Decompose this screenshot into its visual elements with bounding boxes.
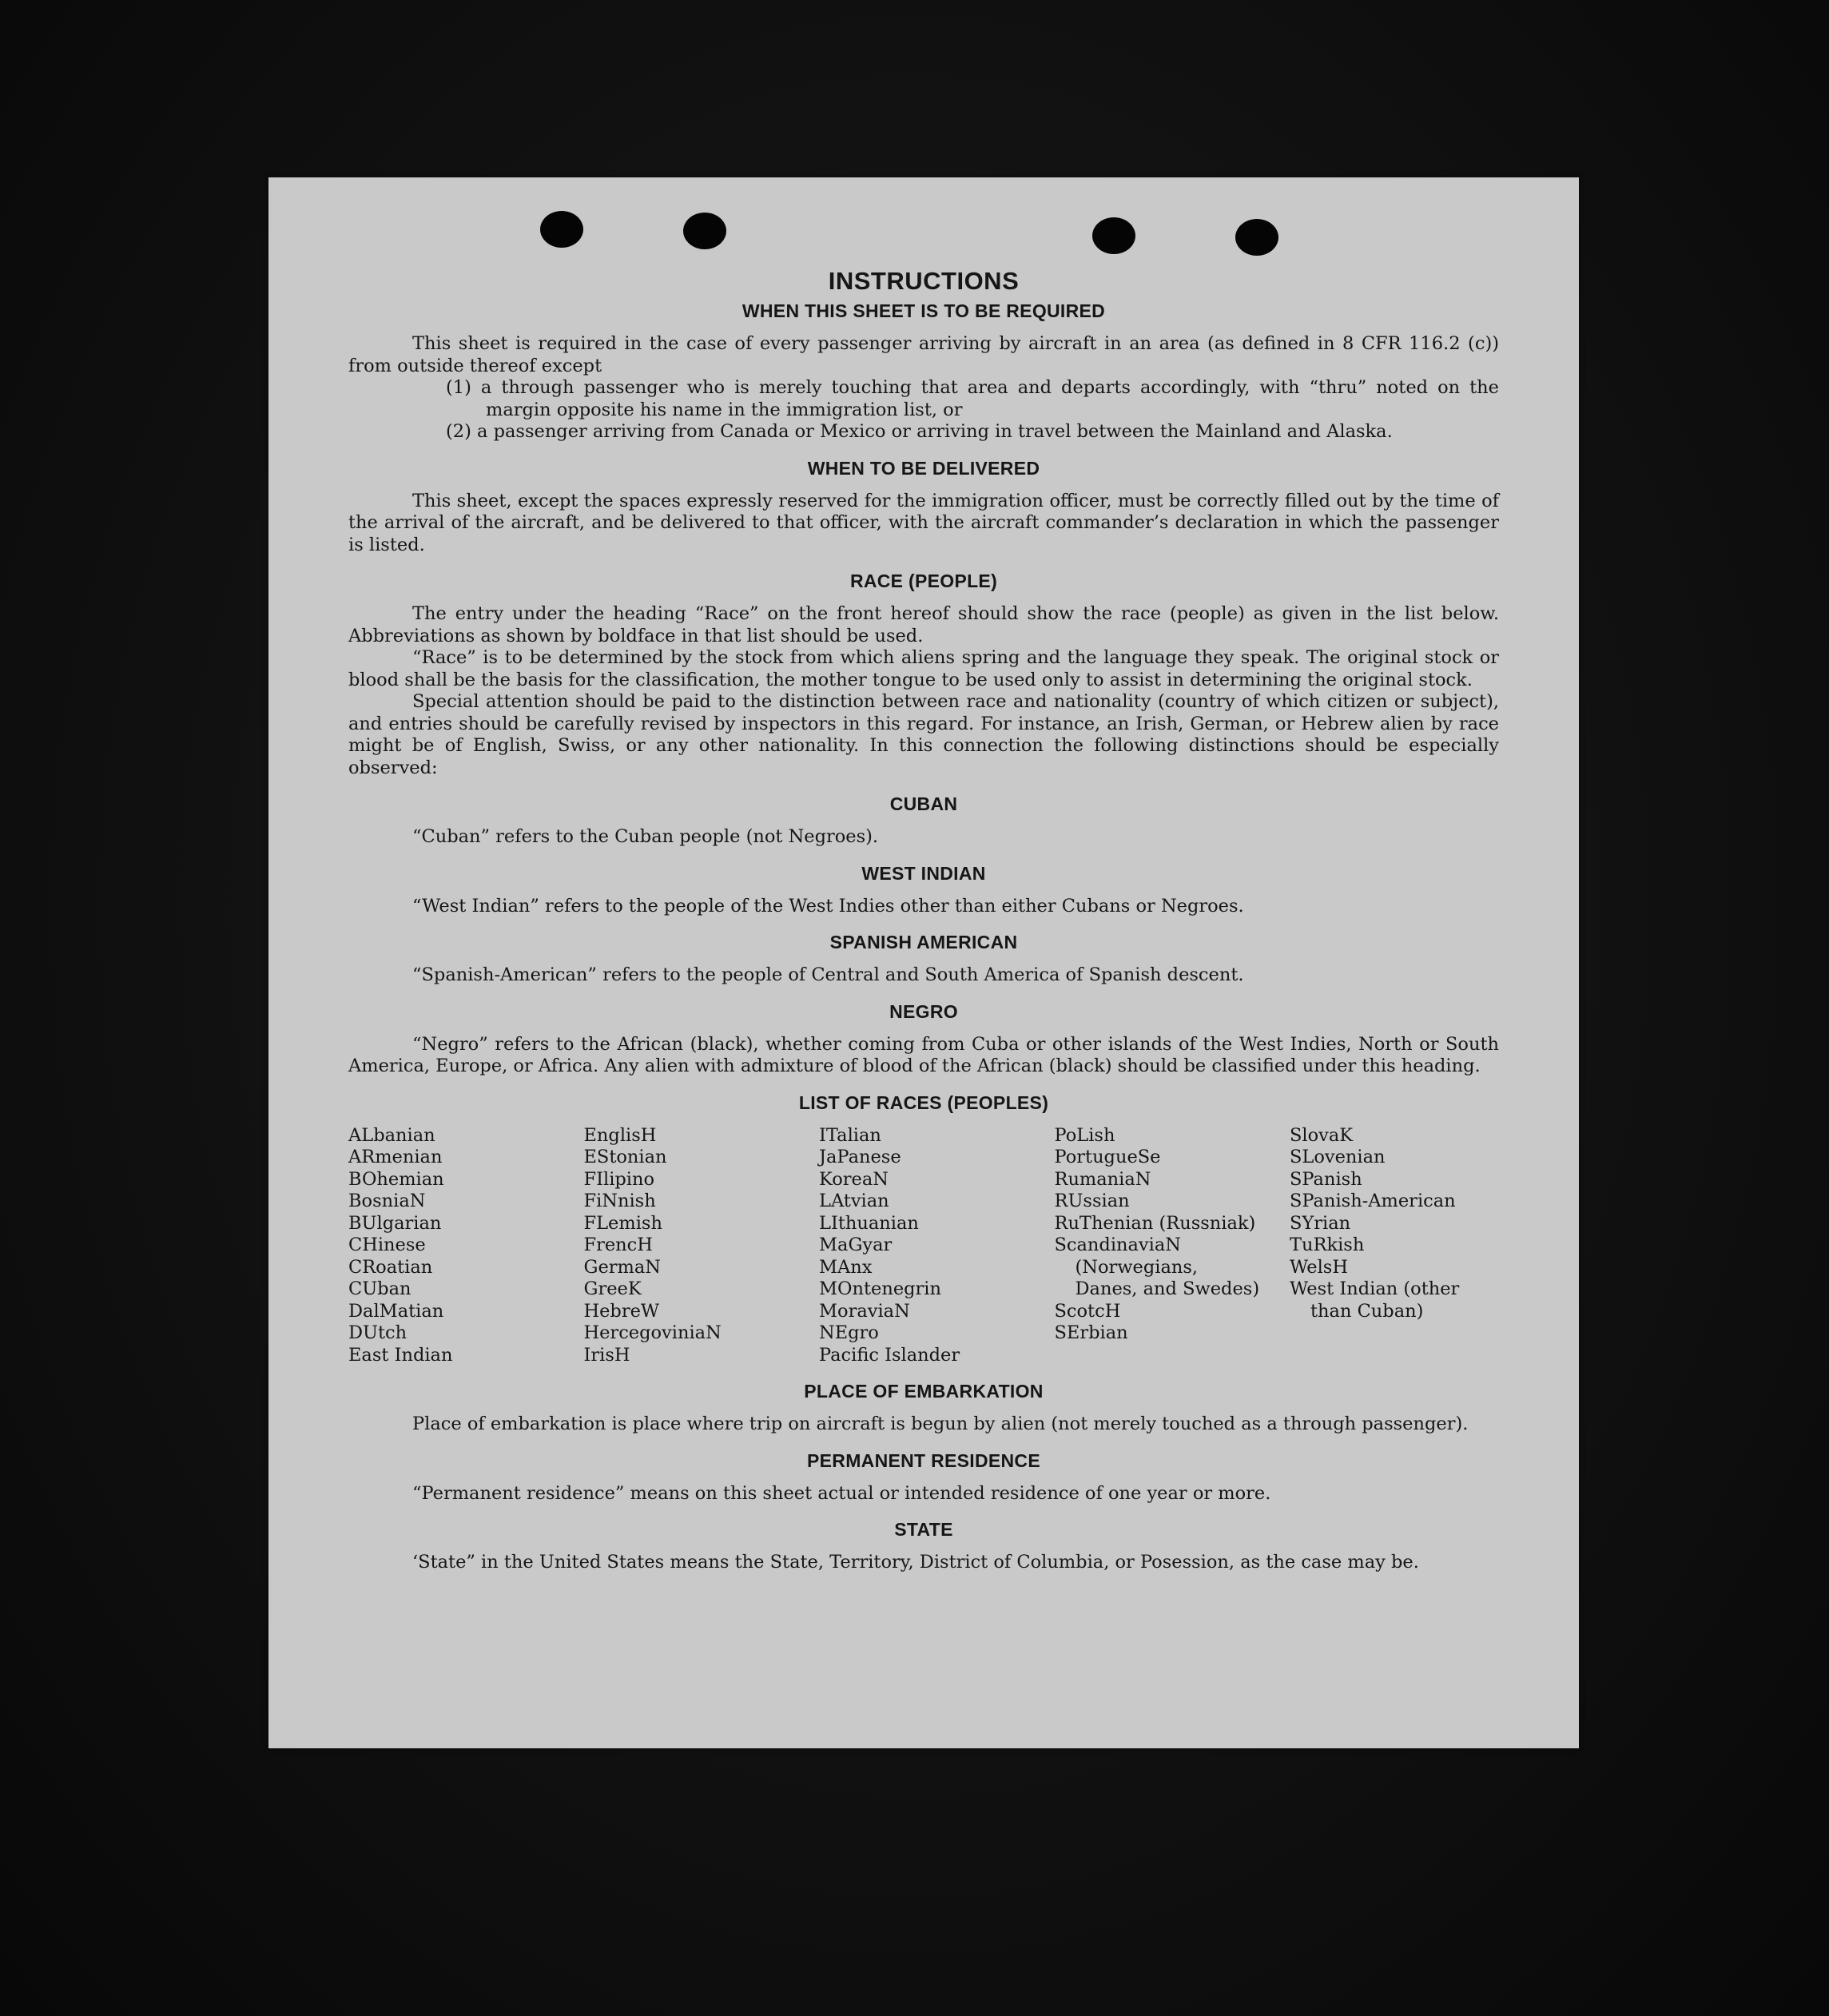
race-column <box>348 1125 558 1367</box>
race-entry: IrisH <box>583 1344 630 1366</box>
race-entry: PoLish <box>1054 1124 1115 1146</box>
race-entry: EStonian <box>583 1147 667 1167</box>
race-column <box>584 1125 793 1367</box>
race-entry: LAtvian <box>819 1191 889 1211</box>
race-entry: SLovenian <box>1290 1147 1386 1167</box>
race-list <box>348 1125 1499 1367</box>
race-entry: ARmenian <box>348 1147 443 1167</box>
race-entry: FIlipino <box>583 1168 655 1190</box>
race-entry: FLemish <box>583 1212 662 1234</box>
race-entry: East Indian <box>348 1344 453 1366</box>
west-indian-text: “West Indian” refers to the people of the West Indies other than either Cubans or Negroes. <box>412 895 1244 917</box>
race-entry: MaGyar <box>819 1235 893 1255</box>
race-entry: KoreaN <box>819 1168 889 1190</box>
place-of-embarkation-text: Place of embarkation is place where trip on aircraft is begun by alien (not merely touched as a through passenger). <box>412 1414 1469 1434</box>
race-entry: HebreW <box>583 1300 660 1322</box>
section-heading-spanish-american: SPANISH AMERICAN <box>829 932 1018 952</box>
punch-hole <box>1235 219 1278 256</box>
section-heading-list-of-races: LIST OF RACES (PEOPLES) <box>798 1092 1049 1113</box>
race-entry: NEgro <box>819 1322 879 1343</box>
section-heading-when-delivered: WHEN TO BE DELIVERED <box>807 457 1040 479</box>
race-entry: SYrian <box>1290 1212 1351 1234</box>
race-entry: LIthuanian <box>819 1212 919 1234</box>
punch-hole <box>540 211 583 248</box>
race-entry: SErbian <box>1054 1322 1128 1343</box>
race-entry: BOhemian <box>348 1168 444 1190</box>
race-column <box>1055 1125 1264 1367</box>
race-paragraph: “Race” is to be determined by the stock from which aliens spring and the language they speak. The original stock or blood shall be the basis for the classification, the mother tongue to be used only to assist in determining the original stock. <box>348 647 1499 690</box>
permanent-residence-text: “Permanent residence” means on this sheet actual or intended residence of one year or more. <box>412 1482 1271 1504</box>
race-entry: RuThenian (Russniak) <box>1054 1212 1256 1234</box>
section-heading-place-of-embarkation: PLACE OF EMBARKATION <box>804 1381 1044 1402</box>
race-entry: HercegoviniaN <box>583 1322 722 1343</box>
race-column <box>1290 1125 1499 1367</box>
race-entry: RUssian <box>1054 1191 1130 1211</box>
race-entry: CHinese <box>348 1235 426 1255</box>
race-entry: FiNnish <box>583 1191 656 1211</box>
race-entry: RumaniaN <box>1054 1168 1151 1190</box>
race-entry: GreeK <box>583 1278 642 1299</box>
race-entry: ALbanian <box>348 1124 435 1146</box>
race-entry: BosniaN <box>348 1191 426 1211</box>
race-entry: FrencH <box>583 1235 653 1255</box>
race-entry: MOntenegrin <box>819 1278 941 1299</box>
race-column <box>819 1125 1028 1367</box>
race-entry: MoraviaN <box>819 1300 910 1322</box>
race-entry: CUban <box>348 1278 412 1299</box>
race-entry: ScandinaviaN (Norwegians, Danes, and Swedes) <box>1054 1235 1260 1299</box>
race-paragraph: The entry under the heading “Race” on the front hereof should show the race (people) as given in the list below. Abbreviations as shown by boldface in that list should be used. <box>348 603 1499 646</box>
race-entry: West Indian (other than Cuban) <box>1290 1278 1465 1322</box>
section-heading-west-indian: WEST INDIAN <box>861 862 986 884</box>
punch-hole <box>1092 217 1135 254</box>
race-entry: SlovaK <box>1290 1124 1354 1146</box>
section-heading-when-required: WHEN THIS SHEET IS TO BE REQUIRED <box>742 300 1106 321</box>
race-entry: SPanish <box>1290 1168 1362 1190</box>
negro-text: “Negro” refers to the African (black), whether coming from Cuba or other islands of the West Indies, North or South America, Europe, or Africa. Any alien with admixture of blood of the African (black) should be classified under this heading. <box>348 1033 1499 1076</box>
race-entry: SPanish-American <box>1290 1191 1456 1211</box>
section-heading-cuban: CUBAN <box>889 793 958 814</box>
page-title: INSTRUCTIONS <box>828 267 1020 295</box>
state-text: ‘State” in the United States means the State, Territory, District of Columbia, or Posession, as the case may be. <box>412 1552 1419 1573</box>
section-heading-race: RACE (PEOPLE) <box>849 571 998 591</box>
race-entry: PortugueSe <box>1054 1147 1161 1167</box>
section-heading-permanent-residence: PERMANENT RESIDENCE <box>807 1449 1040 1471</box>
cuban-text: “Cuban” refers to the Cuban people (not Negroes). <box>412 826 879 847</box>
race-paragraph: Special attention should be paid to the distinction between race and nationality (country of which citizen or subject), and entries should be carefully revised by inspectors in this regard. For instance, an Irish, German, or Hebrew alien by race might be of English, Swiss, or any other nationality. In this connection the following distinctions should be especially observed: <box>348 691 1499 778</box>
race-entry: ScotcH <box>1054 1300 1121 1322</box>
spanish-american-text: “Spanish-American” refers to the people of Central and South America of Spanish descent. <box>412 964 1244 985</box>
punch-hole <box>683 213 726 249</box>
race-entry: MAnx <box>819 1256 873 1278</box>
race-entry: TuRkish <box>1290 1235 1365 1255</box>
instruction-sheet <box>268 177 1579 1748</box>
race-entry: DalMatian <box>348 1300 444 1322</box>
race-entry: JaPanese <box>819 1147 901 1167</box>
race-entry: Pacific Islander <box>819 1344 960 1366</box>
race-entry: EnglisH <box>583 1124 657 1146</box>
race-entry: CRoatian <box>348 1256 433 1278</box>
race-entry: BUlgarian <box>348 1212 442 1234</box>
exception-item: (1) a through passenger who is merely touching that area and departs accordingly, with “thru” noted on the margin opposite his name in the immigration list, or <box>446 377 1499 420</box>
race-entry: DUtch <box>348 1322 408 1343</box>
exception-item: (2) a passenger arriving from Canada or Mexico or arriving in travel between the Mainland and Alaska. <box>446 421 1393 442</box>
when-delivered-text: This sheet, except the spaces expressly reserved for the immigration officer, must be correctly filled out by the time of the arrival of the aircraft, and be delivered to that officer, with the aircraft commander’s declaration in which the passenger is listed. <box>348 490 1499 555</box>
section-heading-state: STATE <box>894 1519 953 1540</box>
section-heading-negro: NEGRO <box>889 1000 958 1022</box>
instructions-content <box>348 267 1499 1574</box>
race-entry: ITalian <box>819 1124 881 1146</box>
when-required-text: This sheet is required in the case of every passenger arriving by aircraft in an area (as defined in 8 CFR 116.2 (c)) from outside thereof except <box>348 333 1499 376</box>
race-entry: GermaN <box>583 1256 661 1278</box>
race-entry: WelsH <box>1290 1256 1348 1278</box>
